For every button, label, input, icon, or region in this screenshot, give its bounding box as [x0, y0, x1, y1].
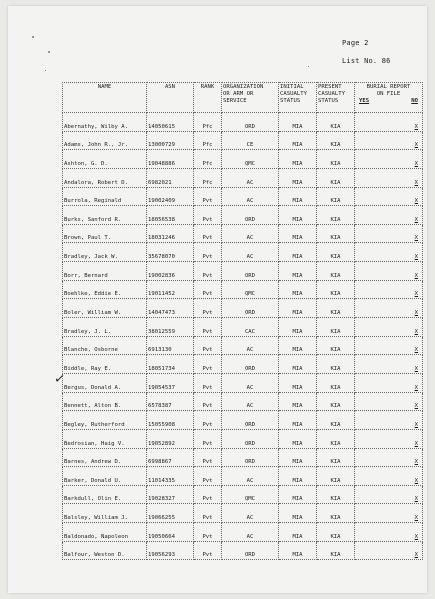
- burial-no-mark: X: [414, 123, 418, 130]
- cell-present-status: KIA: [317, 485, 355, 504]
- paper-speck: [308, 66, 309, 67]
- cell-present-status: KIA: [317, 467, 355, 486]
- cell-initial-status: MIA: [279, 113, 317, 132]
- cell-burial-report: [355, 168, 423, 187]
- cell-name: Biddle, Ray E.: [63, 355, 147, 374]
- burial-no-mark: X: [414, 254, 418, 261]
- cell-present-status: KIA: [317, 504, 355, 523]
- cell-initial-status: MIA: [279, 318, 317, 337]
- cell-rank: Pfc: [194, 150, 222, 169]
- cell-burial-report: [355, 429, 423, 448]
- burial-no-mark: X: [414, 310, 418, 317]
- paper-speck: [45, 70, 46, 71]
- cell-initial-status: MIA: [279, 187, 317, 206]
- cell-name: Balfour, Weston D.: [63, 541, 147, 560]
- cell-asn: 19050664: [147, 523, 194, 542]
- cell-name: Borr, Bernard: [63, 262, 147, 281]
- cell-present-status: KIA: [317, 411, 355, 430]
- cell-asn: 18031246: [147, 224, 194, 243]
- cell-organization: ORD: [222, 355, 279, 374]
- cell-burial-report: [355, 113, 423, 132]
- cell-asn: 19028327: [147, 485, 194, 504]
- cell-present-status: KIA: [317, 224, 355, 243]
- cell-asn: 19002409: [147, 187, 194, 206]
- cell-present-status: KIA: [317, 448, 355, 467]
- table-row: [63, 523, 423, 542]
- cell-present-status: KIA: [317, 187, 355, 206]
- cell-asn: 6998867: [147, 448, 194, 467]
- cell-name: Begley, Rutherford: [63, 411, 147, 430]
- cell-rank: Pvt: [194, 485, 222, 504]
- cell-present-status: KIA: [317, 355, 355, 374]
- cell-name: Balsley, William J.: [63, 504, 147, 523]
- burial-no-mark: X: [414, 477, 418, 484]
- cell-organization: AC: [222, 336, 279, 355]
- cell-present-status: KIA: [317, 280, 355, 299]
- cell-name: Burrola, Reginald: [63, 187, 147, 206]
- cell-organization: QMC: [222, 150, 279, 169]
- cell-present-status: KIA: [317, 299, 355, 318]
- cell-rank: Pvt: [194, 206, 222, 225]
- cell-organization: AC: [222, 373, 279, 392]
- cell-organization: ORD: [222, 299, 279, 318]
- cell-rank: Pvt: [194, 336, 222, 355]
- cell-present-status: KIA: [317, 523, 355, 542]
- cell-initial-status: MIA: [279, 262, 317, 281]
- burial-no-mark: X: [414, 403, 418, 410]
- table-row: [63, 206, 423, 225]
- cell-burial-report: [355, 224, 423, 243]
- page-number: Page 2: [342, 39, 369, 47]
- burial-no-mark: X: [414, 496, 418, 503]
- table-row: [63, 392, 423, 411]
- cell-present-status: KIA: [317, 336, 355, 355]
- cell-burial-report: [355, 411, 423, 430]
- burial-no-mark: X: [414, 421, 418, 428]
- col-header-burial-no: NO: [411, 98, 418, 105]
- document-page: [8, 6, 427, 593]
- cell-burial-report: [355, 355, 423, 374]
- cell-initial-status: MIA: [279, 206, 317, 225]
- burial-no-mark: X: [414, 365, 418, 372]
- table-row: [63, 318, 423, 337]
- cell-organization: QMC: [222, 280, 279, 299]
- cell-name: Brown, Paul T.: [63, 224, 147, 243]
- cell-asn: 19048886: [147, 150, 194, 169]
- burial-no-mark: X: [414, 347, 418, 354]
- cell-organization: ORD: [222, 113, 279, 132]
- cell-present-status: KIA: [317, 318, 355, 337]
- cell-initial-status: MIA: [279, 485, 317, 504]
- cell-organization: AC: [222, 392, 279, 411]
- burial-no-mark: X: [414, 515, 418, 522]
- casualty-table: [62, 82, 423, 560]
- cell-rank: Pvt: [194, 262, 222, 281]
- cell-organization: AC: [222, 224, 279, 243]
- paper-speck: [48, 51, 50, 53]
- cell-asn: 6578387: [147, 392, 194, 411]
- col-header-burial-yes: YES: [359, 98, 370, 105]
- table-row: [63, 411, 423, 430]
- cell-name: Burks, Sanford R.: [63, 206, 147, 225]
- cell-organization: AC: [222, 168, 279, 187]
- col-header-initial-status: INITIAL CASUALTY STATUS: [279, 83, 317, 113]
- table-row: [63, 448, 423, 467]
- cell-organization: AC: [222, 467, 279, 486]
- cell-organization: ORD: [222, 206, 279, 225]
- burial-no-mark: X: [414, 291, 418, 298]
- cell-rank: Pvt: [194, 299, 222, 318]
- cell-asn: 15055908: [147, 411, 194, 430]
- cell-present-status: KIA: [317, 392, 355, 411]
- cell-rank: Pvt: [194, 224, 222, 243]
- cell-rank: Pvt: [194, 355, 222, 374]
- cell-burial-report: [355, 243, 423, 262]
- cell-organization: CE: [222, 131, 279, 150]
- burial-no-mark: X: [414, 235, 418, 242]
- cell-rank: Pvt: [194, 504, 222, 523]
- table-row: [63, 504, 423, 523]
- cell-initial-status: MIA: [279, 392, 317, 411]
- burial-no-mark: X: [414, 440, 418, 447]
- cell-organization: ORD: [222, 541, 279, 560]
- cell-asn: 18056538: [147, 206, 194, 225]
- cell-rank: Pvt: [194, 318, 222, 337]
- cell-organization: QMC: [222, 485, 279, 504]
- col-header-present-status: PRESENT CASUALTY STATUS: [317, 83, 355, 113]
- table-row: [63, 113, 423, 132]
- cell-asn: 6982021: [147, 168, 194, 187]
- cell-burial-report: [355, 373, 423, 392]
- cell-asn: 38012559: [147, 318, 194, 337]
- cell-initial-status: MIA: [279, 467, 317, 486]
- cell-burial-report: [355, 336, 423, 355]
- cell-name: Adams, John R., Jr.: [63, 131, 147, 150]
- table-row: [63, 243, 423, 262]
- cell-organization: ORD: [222, 429, 279, 448]
- cell-organization: ORD: [222, 448, 279, 467]
- cell-burial-report: [355, 280, 423, 299]
- cell-asn: 14050615: [147, 113, 194, 132]
- cell-rank: Pvt: [194, 467, 222, 486]
- table-row: [63, 280, 423, 299]
- burial-no-mark: X: [414, 552, 418, 559]
- burial-no-mark: X: [414, 142, 418, 149]
- table-row: [63, 373, 423, 392]
- table-row: [63, 299, 423, 318]
- cell-rank: Pvt: [194, 541, 222, 560]
- cell-burial-report: [355, 131, 423, 150]
- table-row: [63, 187, 423, 206]
- cell-initial-status: MIA: [279, 224, 317, 243]
- cell-initial-status: MIA: [279, 280, 317, 299]
- cell-present-status: KIA: [317, 113, 355, 132]
- burial-no-mark: X: [414, 533, 418, 540]
- burial-no-mark: X: [414, 179, 418, 186]
- cell-burial-report: [355, 318, 423, 337]
- cell-rank: Pvt: [194, 373, 222, 392]
- cell-name: Blanche, Osborne: [63, 336, 147, 355]
- cell-asn: 19052892: [147, 429, 194, 448]
- cell-burial-report: [355, 150, 423, 169]
- cell-rank: Pfc: [194, 131, 222, 150]
- cell-initial-status: MIA: [279, 411, 317, 430]
- cell-rank: Pvt: [194, 523, 222, 542]
- cell-asn: 19011452: [147, 280, 194, 299]
- burial-no-mark: X: [414, 198, 418, 205]
- cell-present-status: KIA: [317, 243, 355, 262]
- cell-name: Abernathy, Wilby A.: [63, 113, 147, 132]
- cell-name: Bradley, Jack W.: [63, 243, 147, 262]
- cell-name: Ashton, G. D.: [63, 150, 147, 169]
- cell-burial-report: [355, 262, 423, 281]
- table-row: [63, 336, 423, 355]
- cell-burial-report: [355, 206, 423, 225]
- cell-present-status: KIA: [317, 168, 355, 187]
- cell-rank: Pvt: [194, 392, 222, 411]
- cell-asn: 19066255: [147, 504, 194, 523]
- table-row: [63, 150, 423, 169]
- cell-initial-status: MIA: [279, 504, 317, 523]
- col-header-rank: RANK: [194, 83, 222, 113]
- table-row: [63, 131, 423, 150]
- burial-no-mark: X: [414, 384, 418, 391]
- cell-organization: AC: [222, 504, 279, 523]
- cell-burial-report: [355, 485, 423, 504]
- burial-no-mark: X: [414, 328, 418, 335]
- cell-present-status: KIA: [317, 541, 355, 560]
- cell-asn: 19054537: [147, 373, 194, 392]
- cell-initial-status: MIA: [279, 429, 317, 448]
- col-header-asn: ASN: [147, 83, 194, 113]
- cell-burial-report: [355, 523, 423, 542]
- table-row: [63, 355, 423, 374]
- cell-rank: Pvt: [194, 187, 222, 206]
- cell-asn: 19002836: [147, 262, 194, 281]
- cell-asn: 35678070: [147, 243, 194, 262]
- cell-rank: Pvt: [194, 280, 222, 299]
- cell-asn: 11014335: [147, 467, 194, 486]
- col-header-burial-report: BURIAL REPORT ON FILE YES NO: [355, 83, 423, 113]
- cell-rank: Pvt: [194, 243, 222, 262]
- cell-initial-status: MIA: [279, 243, 317, 262]
- cell-organization: AC: [222, 187, 279, 206]
- cell-organization: AC: [222, 243, 279, 262]
- cell-organization: CAC: [222, 318, 279, 337]
- cell-initial-status: MIA: [279, 448, 317, 467]
- burial-no-mark: X: [414, 272, 418, 279]
- table-row: [63, 485, 423, 504]
- cell-burial-report: [355, 467, 423, 486]
- table-row: [63, 467, 423, 486]
- cell-rank: Pfc: [194, 168, 222, 187]
- table-row: [63, 224, 423, 243]
- cell-burial-report: [355, 392, 423, 411]
- paper-speck: [32, 36, 34, 38]
- table-header-row: [63, 83, 423, 113]
- cell-name: Boehlke, Eddie E.: [63, 280, 147, 299]
- cell-organization: ORD: [222, 262, 279, 281]
- cell-burial-report: [355, 504, 423, 523]
- cell-rank: Pvt: [194, 448, 222, 467]
- cell-burial-report: [355, 299, 423, 318]
- cell-name: Barkdull, Olin E.: [63, 485, 147, 504]
- table-row: [63, 262, 423, 281]
- cell-name: Bradley, J. L.: [63, 318, 147, 337]
- name-suffix: [91, 523, 97, 525]
- cell-asn: 6913130: [147, 336, 194, 355]
- cell-name: Bergus, Donald A.: [63, 373, 147, 392]
- table-body: [63, 113, 423, 560]
- cell-initial-status: MIA: [279, 523, 317, 542]
- cell-initial-status: MIA: [279, 299, 317, 318]
- cell-present-status: KIA: [317, 131, 355, 150]
- col-header-name: NAME: [63, 83, 147, 113]
- cell-burial-report: [355, 448, 423, 467]
- cell-asn: 18051734: [147, 355, 194, 374]
- col-header-organization: ORGANIZATION OR ARM OR SERVICE: [222, 83, 279, 113]
- burial-no-mark: X: [414, 459, 418, 466]
- cell-organization: AC: [222, 523, 279, 542]
- cell-asn: 19056293: [147, 541, 194, 560]
- cell-name: Barker, Donald U.: [63, 467, 147, 486]
- cell-organization: ORD: [222, 411, 279, 430]
- check-icon: ✓: [53, 371, 66, 388]
- table-row: [63, 168, 423, 187]
- table-row: [63, 541, 423, 560]
- burial-no-mark: X: [414, 160, 418, 167]
- cell-burial-report: [355, 187, 423, 206]
- table-row: [63, 429, 423, 448]
- cell-asn: 14047473: [147, 299, 194, 318]
- cell-name: Andalora, Robert D.: [63, 168, 147, 187]
- cell-initial-status: MIA: [279, 373, 317, 392]
- name-suffix: [91, 336, 112, 338]
- cell-present-status: KIA: [317, 206, 355, 225]
- cell-present-status: KIA: [317, 429, 355, 448]
- cell-initial-status: MIA: [279, 150, 317, 169]
- cell-name: Baldonado, Napoleon: [63, 523, 147, 542]
- cell-name: Barnes, Andrew D.: [63, 448, 147, 467]
- cell-present-status: KIA: [317, 262, 355, 281]
- cell-rank: Pfc: [194, 113, 222, 132]
- burial-no-mark: X: [414, 216, 418, 223]
- cell-asn: 13000729: [147, 131, 194, 150]
- list-number: List No. 86: [342, 57, 391, 65]
- cell-name: Bennett, Alton B.: [63, 392, 147, 411]
- cell-initial-status: MIA: [279, 131, 317, 150]
- cell-initial-status: MIA: [279, 168, 317, 187]
- cell-initial-status: MIA: [279, 541, 317, 560]
- cell-initial-status: MIA: [279, 336, 317, 355]
- cell-burial-report: [355, 541, 423, 560]
- cell-name: Boler, William W.: [63, 299, 147, 318]
- cell-rank: Pvt: [194, 411, 222, 430]
- cell-present-status: KIA: [317, 373, 355, 392]
- cell-name: Bedrosian, Haig V.: [63, 429, 147, 448]
- cell-present-status: KIA: [317, 150, 355, 169]
- cell-rank: Pvt: [194, 429, 222, 448]
- cell-initial-status: MIA: [279, 355, 317, 374]
